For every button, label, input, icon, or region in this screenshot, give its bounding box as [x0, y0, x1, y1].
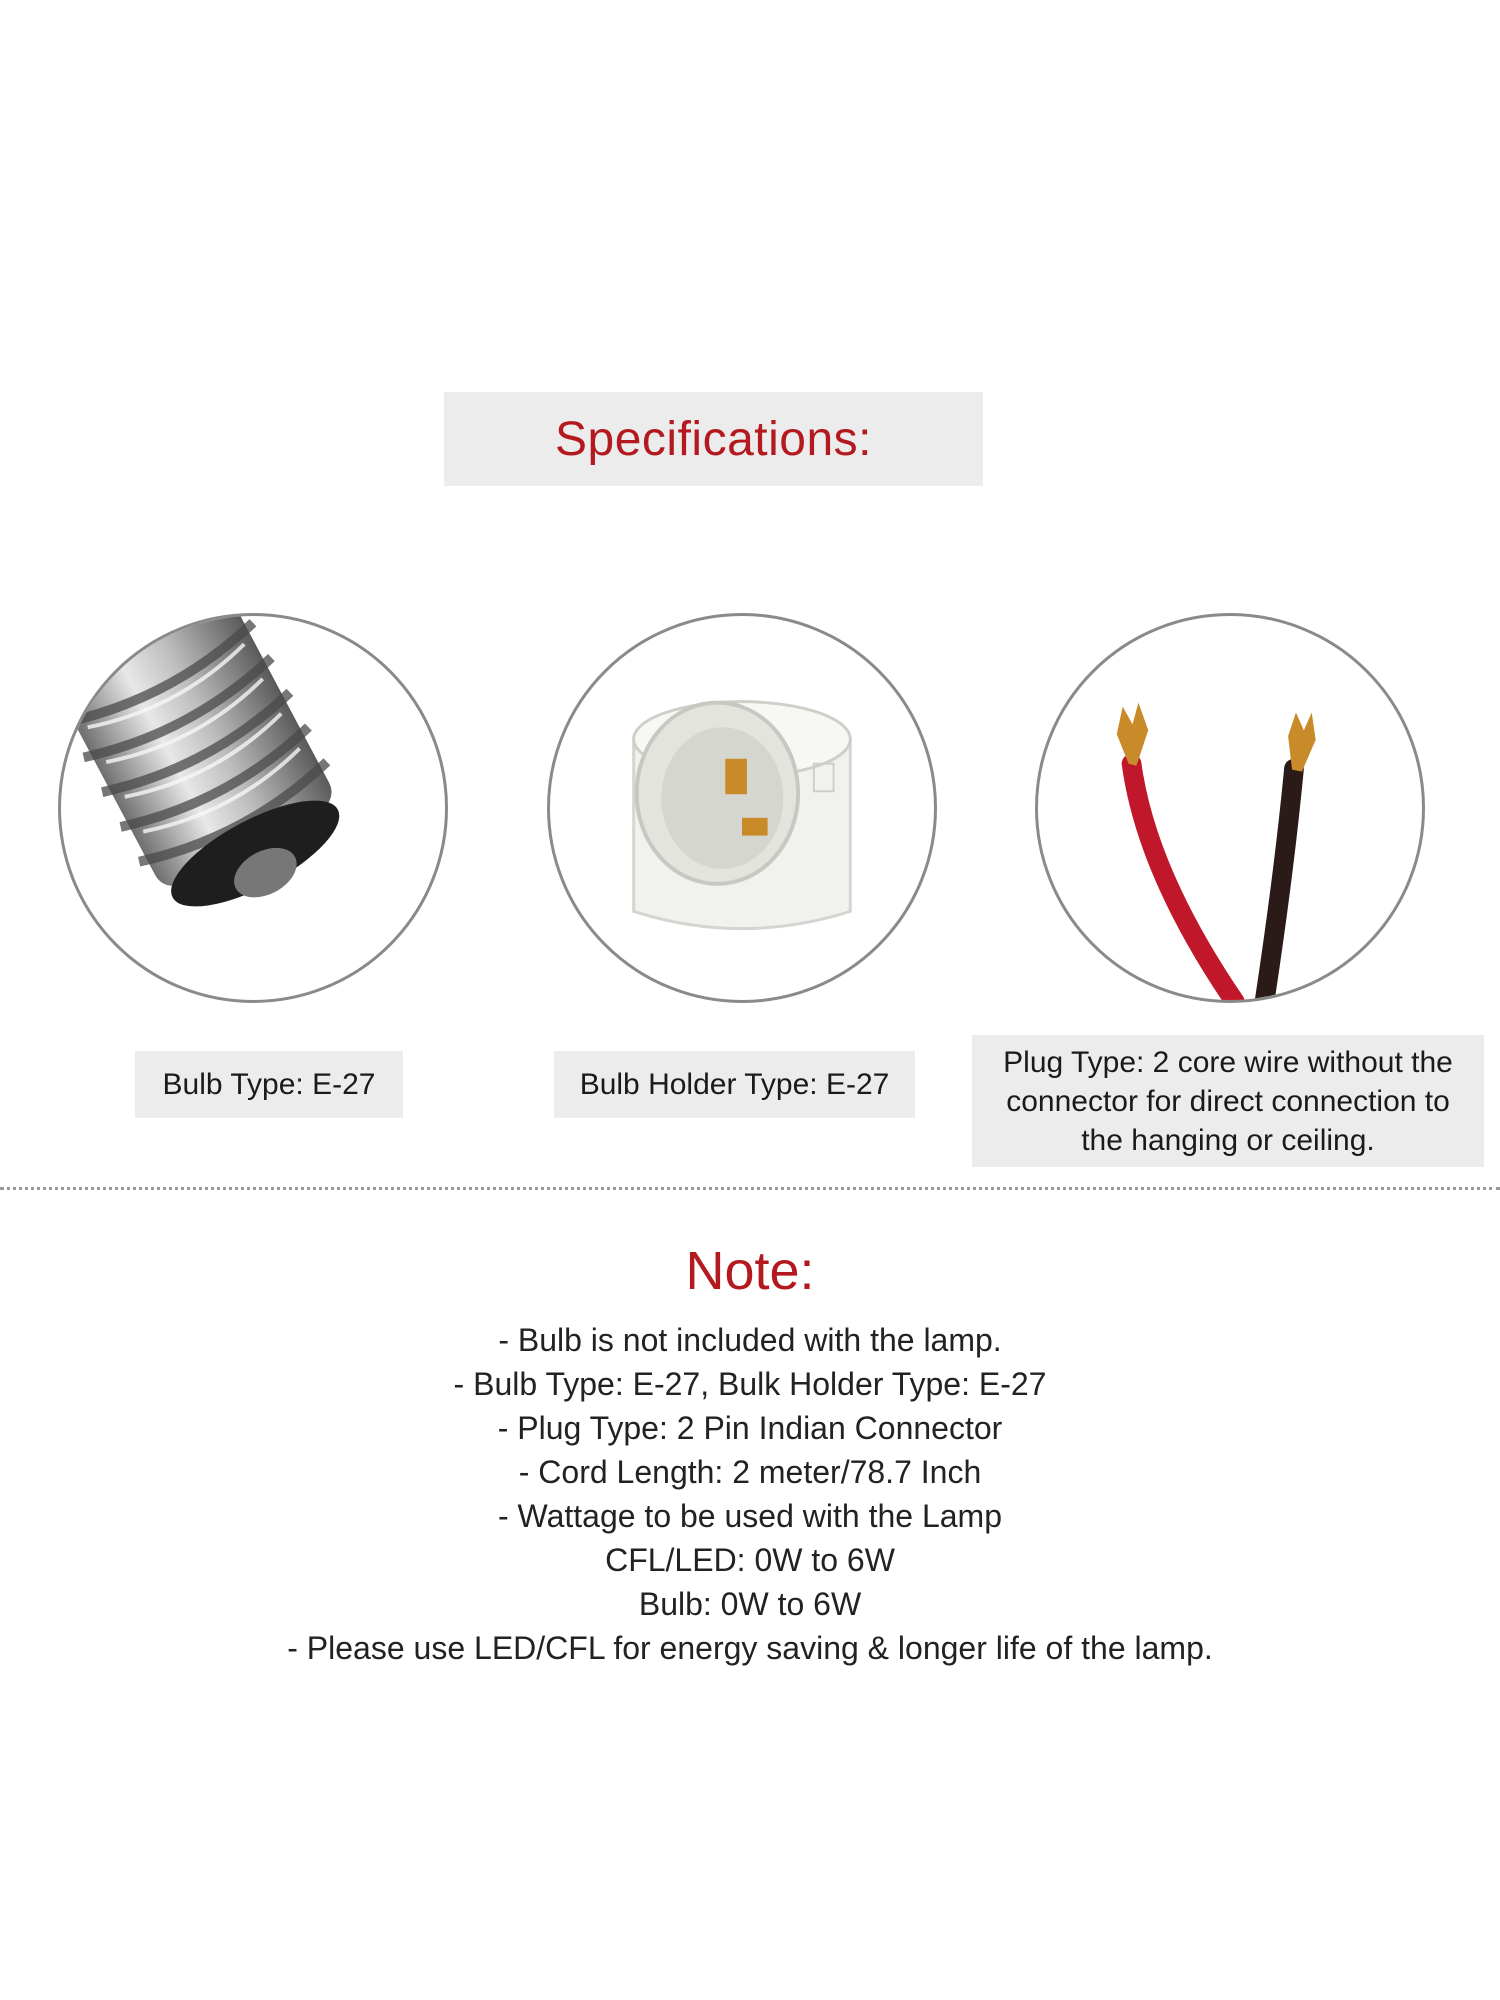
note-line: CFL/LED: 0W to 6W: [605, 1542, 895, 1578]
bulb-holder-type-label: [554, 1051, 915, 1118]
dotted-divider: [0, 1187, 1500, 1190]
bulb-type-label: [135, 1051, 403, 1118]
note-line: - Please use LED/CFL for energy saving & longer life of the lamp.: [287, 1630, 1213, 1666]
note-line: Bulb: 0W to 6W: [638, 1586, 862, 1622]
bulb-type-text: Bulb Type: E-27: [162, 1067, 376, 1101]
bulb-holder-image: [547, 613, 937, 1003]
note-line: - Bulb Type: E-27, Bulk Holder Type: E-27: [453, 1366, 1047, 1402]
note-title: Note:: [685, 1241, 815, 1301]
specifications-title: Specifications:: [555, 412, 872, 466]
note-line: - Plug Type: 2 Pin Indian Connector: [497, 1410, 1003, 1446]
bulb-base-image: [58, 613, 448, 1003]
bulb-holder-type-text: Bulb Holder Type: E-27: [579, 1067, 890, 1101]
specifications-header: [444, 392, 983, 486]
note-list: [0, 1318, 1500, 1670]
bulb-base-icon: [61, 616, 445, 1000]
plug-type-text: Plug Type: 2 core wire without the connector for direct connection to the hanging or ceiling.: [1003, 1045, 1453, 1157]
note-line: - Wattage to be used with the Lamp: [498, 1498, 1002, 1534]
plug-type-label: [972, 1035, 1484, 1167]
two-core-wire-icon: [1038, 616, 1422, 1000]
bulb-holder-icon: [550, 616, 934, 1000]
two-core-wire-image: [1035, 613, 1425, 1003]
note-line: - Cord Length: 2 meter/78.7 Inch: [518, 1454, 982, 1490]
note-line: - Bulb is not included with the lamp.: [498, 1322, 1002, 1358]
